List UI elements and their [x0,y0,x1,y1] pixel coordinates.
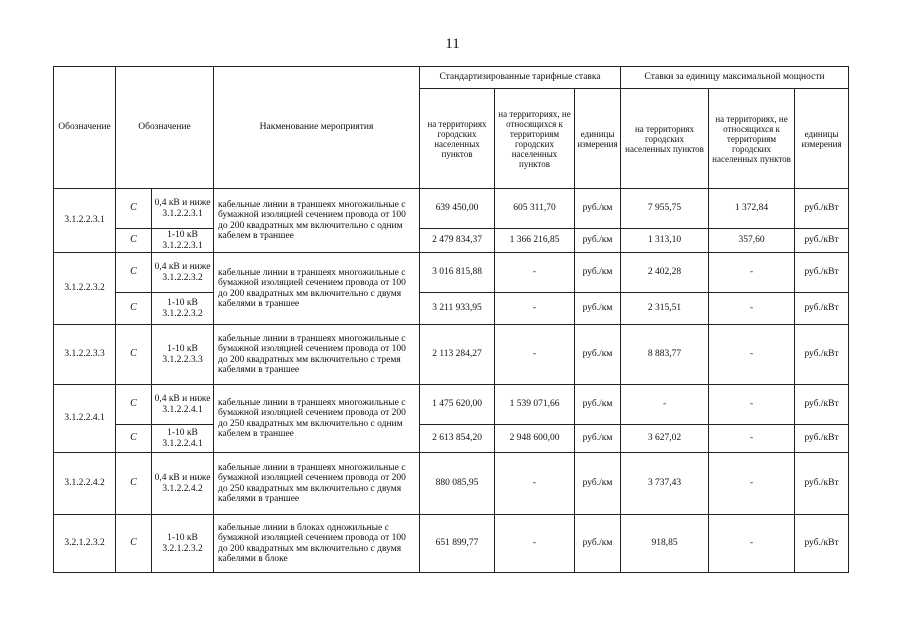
row-std-city: 2 613 854,20 [420,425,495,453]
row-max-unit: руб./кВт [795,425,849,453]
header-max-city: на территориях городских населенных пунктов [621,89,709,189]
row-level: 0,4 кВ и ниже 3.1.2.2.3.2 [152,253,214,293]
row-c: С [116,453,152,515]
row-max-city: 1 313,10 [621,229,709,253]
row-std-unit: руб./км [575,385,621,425]
row-std-city: 2 113 284,27 [420,325,495,385]
row-c: С [116,253,152,293]
row-level: 1-10 кВ 3.2.1.2.3.2 [152,515,214,573]
row-code: 3.2.1.2.3.2 [54,515,116,573]
row-max-unit: руб./кВт [795,229,849,253]
row-std-noncity: 2 948 600,00 [495,425,575,453]
row-std-city: 2 479 834,37 [420,229,495,253]
row-c: С [116,293,152,325]
row-std-unit: руб./км [575,515,621,573]
row-level: 1-10 кВ 3.1.2.2.3.1 [152,229,214,253]
row-c: С [116,385,152,425]
table-row [54,425,849,453]
header-std-noncity: на территориях, не относящихся к территориям городских населенных пунктов [495,89,575,189]
row-level: 1-10 кВ 3.1.2.2.3.3 [152,325,214,385]
row-level: 0,4 кВ и ниже 3.1.2.2.4.1 [152,385,214,425]
row-c: С [116,515,152,573]
row-max-unit: руб./кВт [795,293,849,325]
row-max-noncity: - [709,325,795,385]
row-max-noncity: - [709,453,795,515]
row-std-unit: руб./км [575,189,621,229]
row-max-unit: руб./кВт [795,253,849,293]
row-level: 0,4 кВ и ниже 3.1.2.2.4.2 [152,453,214,515]
row-max-noncity: - [709,385,795,425]
row-std-noncity: 1 366 216,85 [495,229,575,253]
row-name: кабельные линии в блоках одножильные с бумажной изоляцией сечением провода от 100 до 200 квадратных мм включительно с двумя кабелями в блоке [214,515,420,573]
row-code: 3.1.2.2.3.2 [54,253,116,325]
row-std-unit: руб./км [575,229,621,253]
header-designation-2: Обозначение [116,67,214,189]
row-std-noncity: 1 539 071,66 [495,385,575,425]
table-row [54,515,849,573]
table-row [54,453,849,515]
row-name: кабельные линии в траншеях многожильные с бумажной изоляцией сечением провода от 200 до 250 квадратных мм включительно с одним кабелем в траншее [214,385,420,453]
row-std-city: 639 450,00 [420,189,495,229]
row-code: 3.1.2.2.4.1 [54,385,116,453]
row-std-city: 1 475 620,00 [420,385,495,425]
row-std-noncity: - [495,253,575,293]
row-max-city: 7 955,75 [621,189,709,229]
header-max-noncity: на территориях, не относящихся к территориям городских населенных пунктов [709,89,795,189]
row-name: кабельные линии в траншеях многожильные с бумажной изоляцией сечением провода от 100 до 200 квадратных мм включительно с одним кабелем в траншее [214,189,420,253]
row-std-noncity: - [495,515,575,573]
row-max-city: 2 402,28 [621,253,709,293]
row-std-city: 3 211 933,95 [420,293,495,325]
table-row [54,325,849,385]
row-std-noncity: 605 311,70 [495,189,575,229]
row-max-city: 2 315,51 [621,293,709,325]
row-c: С [116,189,152,229]
row-name: кабельные линии в траншеях многожильные с бумажной изоляцией сечением провода от 200 до 250 квадратных мм включительно с двумя кабелями в траншее [214,453,420,515]
header-std-city: на территориях городских населенных пунктов [420,89,495,189]
row-max-unit: руб./кВт [795,325,849,385]
row-std-city: 880 085,95 [420,453,495,515]
row-std-city: 3 016 815,88 [420,253,495,293]
row-max-city: 918,85 [621,515,709,573]
row-level: 1-10 кВ 3.1.2.2.4.1 [152,425,214,453]
row-code: 3.1.2.2.3.1 [54,189,116,253]
row-max-city: - [621,385,709,425]
row-std-unit: руб./км [575,325,621,385]
row-max-unit: руб./кВт [795,189,849,229]
row-std-noncity: - [495,325,575,385]
row-max-city: 3 737,43 [621,453,709,515]
header-activity-name: Накменование мероприятия [214,67,420,189]
row-max-noncity: 1 372,84 [709,189,795,229]
row-name: кабельные линии в траншеях многожильные с бумажной изоляцией сечением провода от 100 до 200 квадратных мм включительно с тремя кабелями в траншее [214,325,420,385]
table-row [54,229,849,253]
row-max-unit: руб./кВт [795,453,849,515]
table-row [54,293,849,325]
row-std-unit: руб./км [575,293,621,325]
tariff-table [53,66,849,573]
row-std-noncity: - [495,293,575,325]
row-c: С [116,425,152,453]
row-max-unit: руб./кВт [795,385,849,425]
row-c: С [116,229,152,253]
row-std-noncity: - [495,453,575,515]
table-row [54,189,849,229]
row-max-noncity: - [709,425,795,453]
header-designation-1: Обозначение [54,67,116,189]
row-code: 3.1.2.2.3.3 [54,325,116,385]
row-code: 3.1.2.2.4.2 [54,453,116,515]
header-standard-rates: Стандартизированные тарифные ставка [420,67,621,89]
row-std-unit: руб./км [575,425,621,453]
table-row [54,385,849,425]
row-name: кабельные линии в траншеях многожильные с бумажной изоляцией сечением провода от 100 до 200 квадратных мм включительно с двумя кабелями в траншее [214,253,420,325]
header-max-unit: единицы измерения [795,89,849,189]
row-max-city: 8 883,77 [621,325,709,385]
page-number: 11 [445,36,460,52]
row-level: 0,4 кВ и ниже 3.1.2.2.3.1 [152,189,214,229]
row-level: 1-10 кВ 3.1.2.2.3.2 [152,293,214,325]
row-std-unit: руб./км [575,453,621,515]
row-std-unit: руб./км [575,253,621,293]
row-max-noncity: - [709,293,795,325]
header-max-power-rates: Ставки за единицу максимальной мощности [621,67,849,89]
row-c: С [116,325,152,385]
row-max-noncity: 357,60 [709,229,795,253]
row-max-city: 3 627,02 [621,425,709,453]
row-max-unit: руб./кВт [795,515,849,573]
header-std-unit: единицы измерения [575,89,621,189]
table-row [54,253,849,293]
row-max-noncity: - [709,253,795,293]
row-max-noncity: - [709,515,795,573]
row-std-city: 651 899,77 [420,515,495,573]
